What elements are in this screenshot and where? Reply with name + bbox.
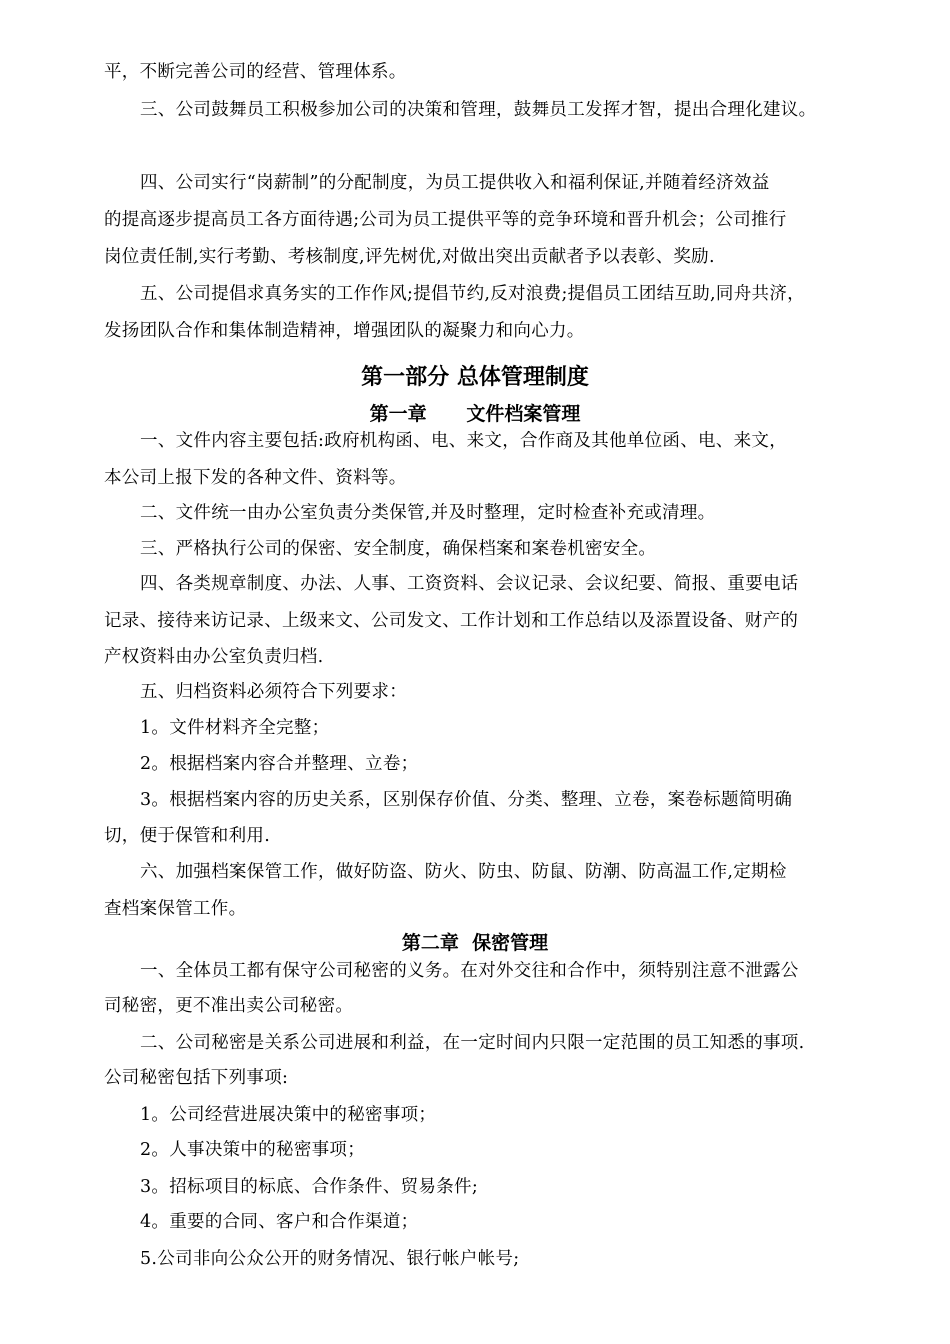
paragraph-line: 公司秘密包括下列事项: bbox=[104, 1068, 289, 1088]
paragraph-line: 的提高逐步提高员工各方面待遇;公司为员工提供平等的竞争环境和晋升机会；公司推行 bbox=[104, 210, 787, 230]
paragraph-line: 查档案保管工作。 bbox=[104, 899, 247, 919]
paragraph-line: 六、加强档案保管工作，做好防盗、防火、防虫、防鼠、防潮、防高温工作,定期检 bbox=[140, 862, 787, 882]
list-item: 2。人事决策中的秘密事项； bbox=[140, 1140, 366, 1160]
paragraph-line: 五、公司提倡求真务实的工作作风;提倡节约,反对浪费;提倡员工团结互助,同舟共济， bbox=[140, 284, 805, 304]
paragraph-line: 五、归档资料必须符合下列要求： bbox=[140, 682, 407, 702]
list-item: 3。根据档案内容的历史关系，区别保存价值、分类、整理、立卷，案卷标题简明确 bbox=[140, 790, 793, 810]
chapter-title: 第一章 文件档案管理 bbox=[369, 403, 581, 425]
list-item: 1。文件材料齐全完整； bbox=[140, 718, 330, 738]
paragraph-line: 司秘密，更不准出卖公司秘密。 bbox=[104, 996, 354, 1016]
paragraph-line: 平，不断完善公司的经营、管理体系。 bbox=[104, 62, 407, 82]
paragraph-line: 四、公司实行“岗薪制”的分配制度，为员工提供收入和福利保证,并随着经济效益 bbox=[140, 173, 770, 193]
paragraph-line: 三、公司鼓舞员工积极参加公司的决策和管理，鼓舞员工发挥才智，提出合理化建议。 bbox=[140, 100, 817, 120]
list-item: 4。重要的合同、客户和合作渠道； bbox=[140, 1212, 419, 1232]
paragraph-line: 岗位责任制,实行考勤、考核制度,评先树优,对做出突出贡献者予以表彰、奖励. bbox=[104, 247, 715, 267]
paragraph-line: 切，便于保管和利用. bbox=[104, 826, 271, 846]
chapter-title: 第二章 保密管理 bbox=[401, 932, 549, 954]
paragraph-line: 一、文件内容主要包括:政府机构函、电、来文，合作商及其他单位函、电、来文， bbox=[140, 431, 787, 451]
paragraph-line: 二、公司秘密是关系公司进展和利益，在一定时间内只限一定范围的员工知悉的事项. bbox=[140, 1033, 805, 1053]
list-item: 2。根据档案内容合并整理、立卷； bbox=[140, 754, 419, 774]
list-item: 3。招标项目的标底、合作条件、贸易条件; bbox=[140, 1177, 479, 1197]
paragraph-line: 三、严格执行公司的保密、安全制度，确保档案和案卷机密安全。 bbox=[140, 539, 657, 559]
list-item: 5.公司非向公众公开的财务情况、银行帐户帐号; bbox=[140, 1249, 520, 1269]
paragraph-line: 一、全体员工都有保守公司秘密的义务。在对外交往和合作中，须特别注意不泄露公 bbox=[140, 961, 799, 981]
part-title: 第一部分 总体管理制度 bbox=[361, 365, 589, 390]
paragraph-line: 记录、接待来访记录、上级来文、公司发文、工作计划和工作总结以及添置设备、财产的 bbox=[104, 611, 799, 631]
paragraph-line: 本公司上报下发的各种文件、资料等。 bbox=[104, 468, 407, 488]
paragraph-line: 发扬团队合作和集体制造精神，增强团队的凝聚力和向心力。 bbox=[104, 321, 585, 341]
paragraph-line: 四、各类规章制度、办法、人事、工资资料、会议记录、会议纪要、简报、重要电话 bbox=[140, 574, 799, 594]
paragraph-line: 产权资料由办公室负责归档. bbox=[104, 647, 324, 667]
list-item: 1。公司经营进展决策中的秘密事项； bbox=[140, 1105, 437, 1125]
paragraph-line: 二、文件统一由办公室负责分类保管,并及时整理，定时检查补充或清理。 bbox=[140, 503, 716, 523]
